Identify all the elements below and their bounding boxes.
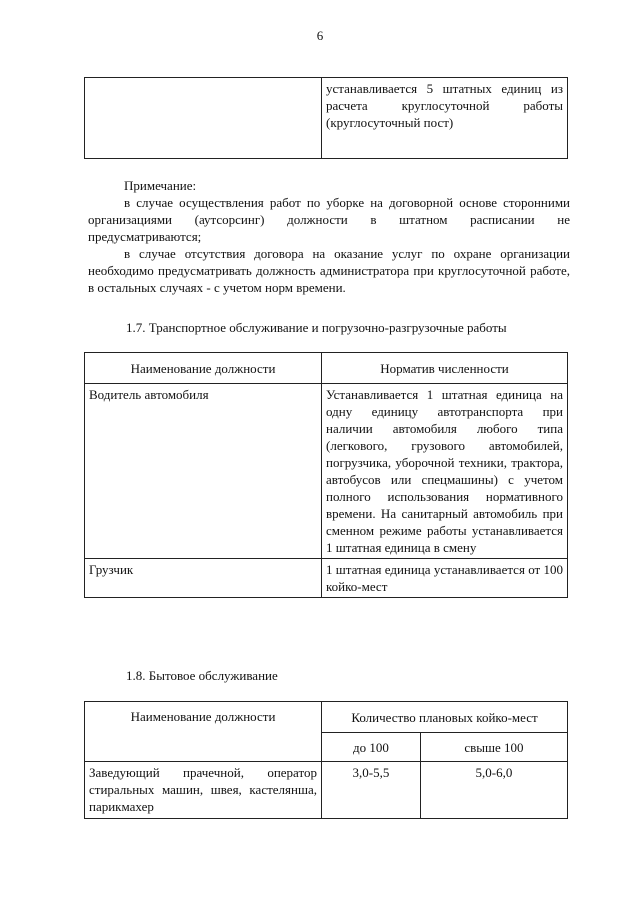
table-row — [85, 78, 568, 159]
column-header-position: Наименование должности — [85, 702, 322, 762]
position-cell: Водитель автомобиля — [85, 384, 322, 559]
note-title: Примечание: — [124, 178, 197, 193]
table-row — [85, 384, 568, 559]
norm-cell: 1 штатная единица устанавливается от 100 койко-мест — [322, 559, 568, 598]
position-cell: Грузчик — [85, 559, 322, 598]
table-header-row — [85, 353, 568, 384]
page-number: 6 — [316, 28, 324, 43]
column-header-norm: Норматив численности — [322, 353, 568, 384]
table-header-row — [85, 702, 568, 733]
note-paragraph-1: в случае осуществления работ по уборке на договорной основе сторонними организациями (аутсорсинг) должности в штатном расписании не предусматриваются; — [88, 195, 570, 244]
section-title-1-7: 1.7. Транспортное обслуживание и погрузочно-разгрузочные работы — [126, 320, 507, 335]
note-paragraph-2: в случае отсутствия договора на оказание услуг по охране организации необходимо предусматривать должность администратора при круглосуточной работе, в остальных случаях - с учетом норм времени. — [88, 246, 570, 295]
table-row — [85, 762, 568, 819]
norm-cell: Устанавливается 1 штатная единица на одну единицу автотранспорта при наличии автомобиля любого типа (легкового, грузового автомобилей, погрузчика, уборочной техники, трактора, автобусов или спецмашины) с учетом полного использования нормативного времени. На санитарный автомобиль при сменном режиме работы устанавливается 1 штатная единица в смену — [322, 384, 568, 559]
subheader-up-to-100: до 100 — [322, 733, 421, 762]
top-table — [84, 77, 568, 159]
staffing-text-cell: устанавливается 5 штатных единиц из расчета круглосуточной работы (круглосуточный пост) — [322, 78, 568, 159]
column-header-position: Наименование должности — [85, 353, 322, 384]
household-table — [84, 701, 568, 819]
value-over-100-cell: 5,0-6,0 — [420, 762, 567, 819]
note-block — [88, 177, 570, 296]
position-cell: Заведующий прачечной, оператор стиральных машин, швея, кастелянша, парикмахер — [85, 762, 322, 819]
section-title-1-8: 1.8. Бытовое обслуживание — [126, 668, 278, 683]
column-header-beds: Количество плановых койко-мест — [322, 702, 568, 733]
transport-table — [84, 352, 568, 598]
empty-cell — [85, 78, 322, 159]
subheader-over-100: свыше 100 — [420, 733, 567, 762]
table-row — [85, 559, 568, 598]
value-up-to-100-cell: 3,0-5,5 — [322, 762, 421, 819]
